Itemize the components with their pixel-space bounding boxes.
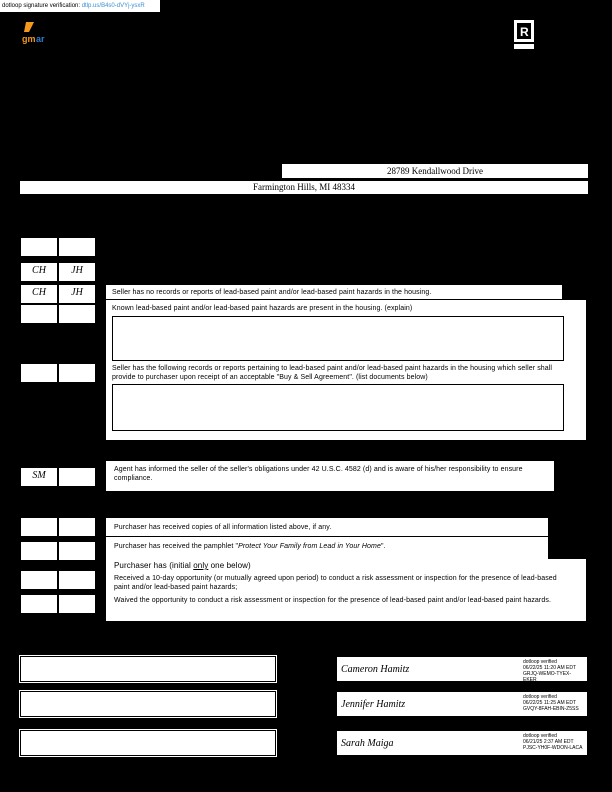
- dotloop-verification-banner: [0, 0, 160, 12]
- seller-no-records-row: [106, 285, 562, 299]
- purchaser-options-panel: [106, 559, 586, 621]
- purchaser-signature-field[interactable]: [20, 691, 276, 717]
- seller-known-text: Known lead-based paint and/or lead-based paint hazards are present in the housing. (explain): [112, 305, 413, 312]
- svg-text:gm: gm: [22, 34, 36, 44]
- signature-verification: [523, 659, 583, 683]
- purchaser-copies-row: [106, 518, 548, 536]
- purchaser-pamphlet-line: [114, 542, 386, 551]
- verified-label: dotloop verified: [523, 694, 557, 700]
- seller-no-records-text: Seller has no records or reports of lead-based paint and/or lead-based paint hazards in the housing.: [112, 289, 432, 296]
- verified-label: dotloop verified: [523, 659, 557, 665]
- agent-initial-box[interactable]: [58, 467, 96, 487]
- purchaser-initial-box[interactable]: [20, 541, 58, 561]
- purchaser-initial-box[interactable]: [58, 594, 96, 614]
- purchaser-signature-field[interactable]: [20, 656, 276, 682]
- verified-date: 06/21/25 2:37 AM EDT: [523, 739, 574, 745]
- has-only: only: [193, 561, 209, 570]
- purchaser-has-line: [114, 561, 251, 570]
- agent-initial-box[interactable]: [20, 467, 58, 487]
- agent-obligation-text: Agent has informed the seller of the seller's obligations under 42 U.S.C. 4582 (d) and is aware of his/her responsibility to ensure compliance.: [114, 466, 523, 482]
- verified-date: 06/22/25 11:20 AM EDT: [523, 665, 576, 671]
- purchaser-opportunity-text: Received a 10-day opportunity (or mutually agreed upon period) to conduct a risk assessment or inspection for the presence of lead-based paint and/or lead-based paint hazards;: [114, 575, 557, 591]
- initial-text: JH: [71, 287, 83, 298]
- has-pre: Purchaser has (initial: [114, 561, 194, 570]
- purchaser-initial-box[interactable]: [58, 570, 96, 590]
- seller-initial-box[interactable]: [58, 237, 96, 257]
- agent-signature-box[interactable]: [336, 730, 588, 756]
- purchaser-waived-text: Waived the opportunity to conduct a risk assessment or inspection for the presence of lead-based paint and/or lead-based paint hazards.: [114, 597, 551, 604]
- purchaser-initial-box[interactable]: [20, 517, 58, 537]
- agent-signature-field[interactable]: [20, 730, 276, 756]
- pamphlet-title: Protect Your Family from Lead in Your Home: [238, 543, 381, 550]
- svg-text:R: R: [520, 25, 529, 39]
- pamphlet-pre: Purchaser has received the pamphlet ": [114, 543, 239, 550]
- property-street-field[interactable]: 28789 Kendallwood Drive: [282, 164, 588, 178]
- signature-verification: [523, 733, 583, 751]
- initial-text: SM: [32, 470, 46, 481]
- seller-initial-box[interactable]: [20, 363, 58, 383]
- records-list-field[interactable]: [112, 384, 564, 431]
- seller-signature-box[interactable]: [336, 656, 588, 682]
- seller-initial-box[interactable]: [20, 304, 58, 324]
- purchaser-copies-text: Purchaser has received copies of all information listed above, if any.: [114, 524, 332, 531]
- realtor-logo-icon: [512, 18, 540, 52]
- signature-verification: [523, 694, 583, 712]
- known-hazards-explain-field[interactable]: [112, 316, 564, 361]
- purchaser-initial-box[interactable]: [58, 517, 96, 537]
- seller-initial-box[interactable]: [20, 284, 58, 304]
- seller-initial-box[interactable]: [58, 304, 96, 324]
- purchaser-initial-box[interactable]: [20, 570, 58, 590]
- seller-initial-box[interactable]: [58, 363, 96, 383]
- purchaser-initial-box[interactable]: [20, 594, 58, 614]
- svg-text:ar: ar: [36, 34, 45, 44]
- initial-text: JH: [71, 265, 83, 276]
- has-post: one below): [208, 561, 251, 570]
- verified-label: dotloop verified: [523, 733, 557, 739]
- seller-records-text: Seller has the following records or reports pertaining to lead-based paint and/or lead-based paint hazards in the housing which seller shall provide to purchaser upon receipt of an acceptable "Buy & Sell Agreement". (list documents below): [112, 365, 553, 381]
- pamphlet-post: ".: [380, 543, 386, 550]
- verified-code: GRJQ-WEMO-TYEX-EKER: [523, 671, 572, 683]
- signature-name: Sarah Maiga: [341, 738, 394, 749]
- property-city-field[interactable]: Farmington Hills, MI 48334: [20, 181, 588, 194]
- seller-initial-box[interactable]: [58, 284, 96, 304]
- seller-initial-box[interactable]: [20, 237, 58, 257]
- seller-signature-box[interactable]: [336, 691, 588, 717]
- verified-code: PJSC-YH0F-WDON-LACA: [523, 745, 583, 751]
- seller-initial-box[interactable]: [58, 262, 96, 282]
- purchaser-pamphlet-row: [106, 537, 548, 559]
- initial-text: CH: [32, 287, 46, 298]
- seller-disclosure-panel: [106, 300, 586, 440]
- signature-name: Jennifer Hamitz: [341, 699, 406, 710]
- initial-text: CH: [32, 265, 46, 276]
- verified-code: GVQY-8FAH-EBIN-Z5SS: [523, 706, 579, 712]
- verified-date: 06/22/25 11:25 AM EDT: [523, 700, 576, 706]
- seller-initial-box[interactable]: [20, 262, 58, 282]
- verification-label: dotloop signature verification:: [2, 3, 81, 9]
- verification-link[interactable]: dtlp.us/B4s0-dVYj-ysxR: [81, 3, 145, 9]
- agent-panel: [106, 461, 554, 491]
- signature-name: Cameron Hamitz: [341, 664, 410, 675]
- purchaser-initial-box[interactable]: [58, 541, 96, 561]
- gmar-logo-icon: [20, 22, 52, 44]
